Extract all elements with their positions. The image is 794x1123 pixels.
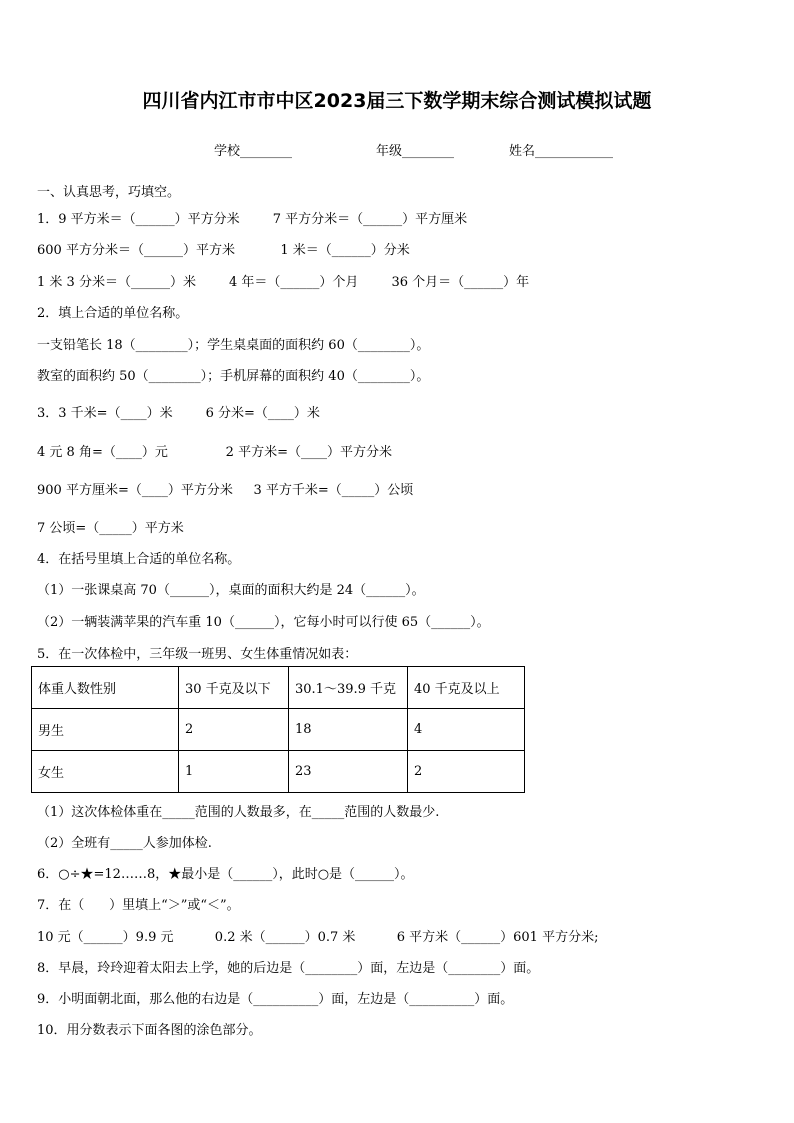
question-line: 10．用分数表示下面各图的涂色部分。 xyxy=(37,1023,262,1038)
name-field: 姓名____________ xyxy=(509,144,614,159)
page-title: 四川省内江市市中区2023届三下数学期末综合测试模拟试题 xyxy=(142,90,652,112)
table-cell: 18 xyxy=(289,709,408,751)
table-row xyxy=(32,709,525,751)
grade-field: 年级________ xyxy=(376,144,455,159)
question-line: 10 元（______）9.9 元 0.2 米（______）0.7 米 6 平方米（______）601 平方分米; xyxy=(37,930,599,945)
table-header-row xyxy=(32,667,525,709)
table-header-cell: 30.1～39.9 千克 xyxy=(289,667,408,709)
question-line: （2）一辆装满苹果的汽车重 10（______），它每小时可以行使 65（______）。 xyxy=(37,615,490,630)
section-heading: 一、认真思考，巧填空。 xyxy=(37,185,181,200)
question-line: 6．○÷★=12……8，★最小是（______），此时○是（______）。 xyxy=(37,867,414,882)
table-cell: 女生 xyxy=(32,751,179,793)
question-line: 600 平方分米＝（______）平方米 1 米＝（______）分米 xyxy=(37,243,410,258)
question-line: 8．早晨，玲玲迎着太阳去上学，她的后边是（________）面，左边是（________）面。 xyxy=(37,961,540,976)
table-row xyxy=(32,751,525,793)
question-line: 4．在括号里填上合适的单位名称。 xyxy=(37,552,241,567)
question-line: 教室的面积约 50（________）；手机屏幕的面积约 40（________）。 xyxy=(37,369,430,384)
question-line: 2．填上合适的单位名称。 xyxy=(37,306,189,321)
table-header-cell: 30 千克及以下 xyxy=(179,667,289,709)
question-line: 1 米 3 分米＝（______）米 4 年＝（______）个月 36 个月＝（______）年 xyxy=(37,275,530,290)
table-cell: 23 xyxy=(289,751,408,793)
table-header-cell: 体重人数性别 xyxy=(32,667,179,709)
question-line: 7 公顷=（_____）平方米 xyxy=(37,521,184,536)
table-cell: 2 xyxy=(408,751,525,793)
school-field: 学校________ xyxy=(214,144,293,159)
question-line: 9．小明面朝北面，那么他的右边是（__________）面，左边是（__________）面。 xyxy=(37,992,514,1007)
question-line: 4 元 8 角=（____）元 2 平方米=（____）平方分米 xyxy=(37,445,392,460)
table-cell: 2 xyxy=(179,709,289,751)
question-line: 1．9 平方米＝（______）平方分米 7 平方分米＝（______）平方厘米 xyxy=(37,212,468,227)
table-cell: 1 xyxy=(179,751,289,793)
table-cell: 男生 xyxy=(32,709,179,751)
question-line: （2）全班有_____人参加体检. xyxy=(37,836,212,851)
question-line: 3．3 千米=（____）米 6 分米=（____）米 xyxy=(37,406,320,421)
question-line: 5．在一次体检中，三年级一班男、女生体重情况如表： xyxy=(37,647,358,662)
table-header-cell: 40 千克及以上 xyxy=(408,667,525,709)
question-line: （1）一张课桌高 70（______），桌面的面积大约是 24（______）。 xyxy=(37,583,425,598)
table-cell: 4 xyxy=(408,709,525,751)
weight-table xyxy=(31,666,525,793)
question-line: 900 平方厘米=（____）平方分米 3 平方千米=（_____）公顷 xyxy=(37,483,414,498)
question-line: 7．在（ ）里填上“＞”或“＜”。 xyxy=(37,898,240,913)
question-line: （1）这次体检体重在_____范围的人数最多，在_____范围的人数最少. xyxy=(37,805,440,820)
question-line: 一支铅笔长 18（________）；学生桌桌面的面积约 60（________）。 xyxy=(37,338,430,353)
